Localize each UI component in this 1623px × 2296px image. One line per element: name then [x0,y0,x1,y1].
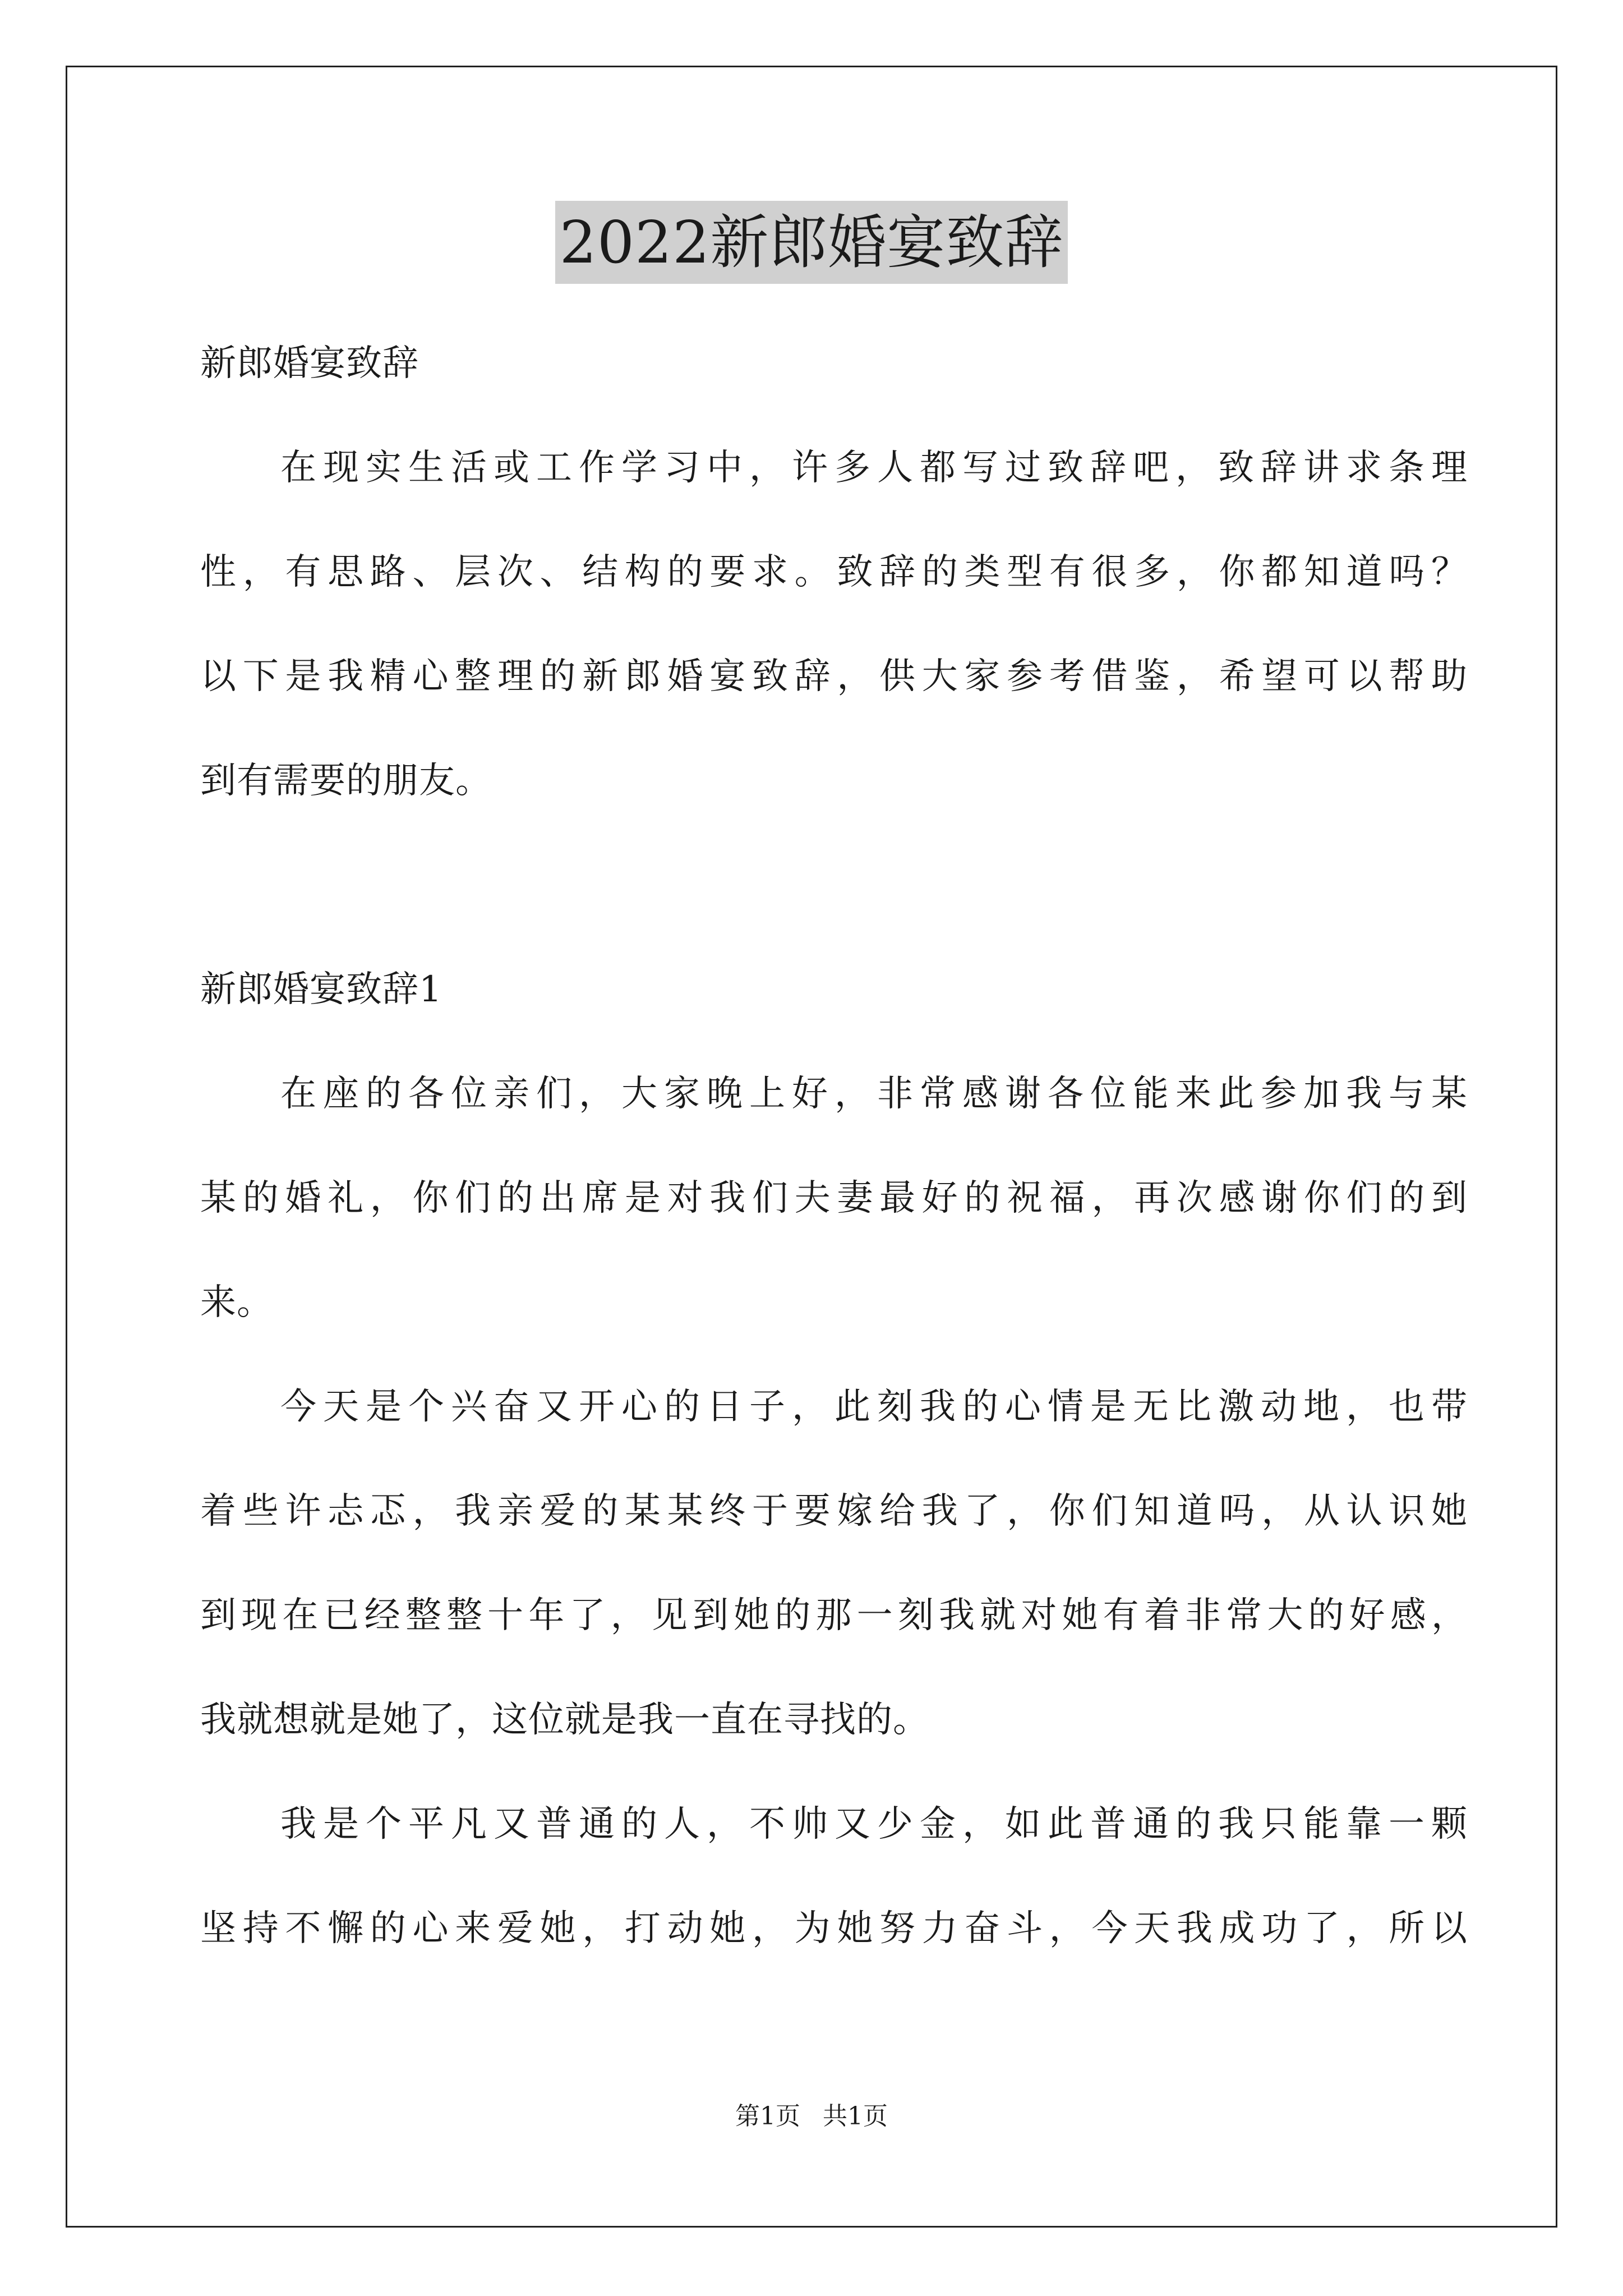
text-line: 坚持不懈的心来爱她，打动她，为她努力奋斗，今天我成功了，所以 [200,1908,1468,1949]
section-heading: 新郎婚宴致辞1 [200,969,442,1010]
paragraph-first-line: 在现实生活或工作学习中，许多人都写过致辞吧，致辞讲求条理 [280,447,1468,489]
page-count: 共1页 [823,2102,888,2131]
document-title: 2022新郎婚宴致辞 [555,201,1068,284]
paragraph-first-line: 今天是个兴奋又开心的日子，此刻我的心情是无比激动地，也带 [280,1386,1468,1428]
page-number: 第1页 [735,2102,800,2131]
paragraph-last-line: 来。 [200,1282,273,1323]
text-line: 以下是我精心整理的新郎婚宴致辞，供大家参考借鉴，希望可以帮助 [200,656,1468,697]
text-line: 某的婚礼，你们的出席是对我们夫妻最好的祝福，再次感谢你们的到 [200,1177,1468,1219]
paragraph-last-line: 到有需要的朋友。 [200,760,492,802]
text-line: 到现在已经整整十年了，见到她的那一刻我就对她有着非常大的好感， [200,1595,1468,1636]
section-heading: 新郎婚宴致辞 [200,343,419,384]
page-footer [0,2100,1623,2133]
paragraph-last-line: 我就想就是她了，这位就是我一直在寻找的。 [200,1699,929,1741]
paragraph-first-line: 我是个平凡又普通的人，不帅又少金，如此普通的我只能靠一颗 [280,1803,1468,1845]
document-body [200,311,1468,1981]
text-line: 性，有思路、层次、结构的要求。致辞的类型有很多，你都知道吗？ [200,551,1468,593]
paragraph-first-line: 在座的各位亲们，大家晚上好，非常感谢各位能来此参加我与某 [280,1073,1468,1115]
text-line: 着些许忐忑，我亲爱的某某终于要嫁给我了，你们知道吗，从认识她 [200,1490,1468,1532]
paragraph-spacer [200,833,1468,937]
title-area [0,201,1623,284]
